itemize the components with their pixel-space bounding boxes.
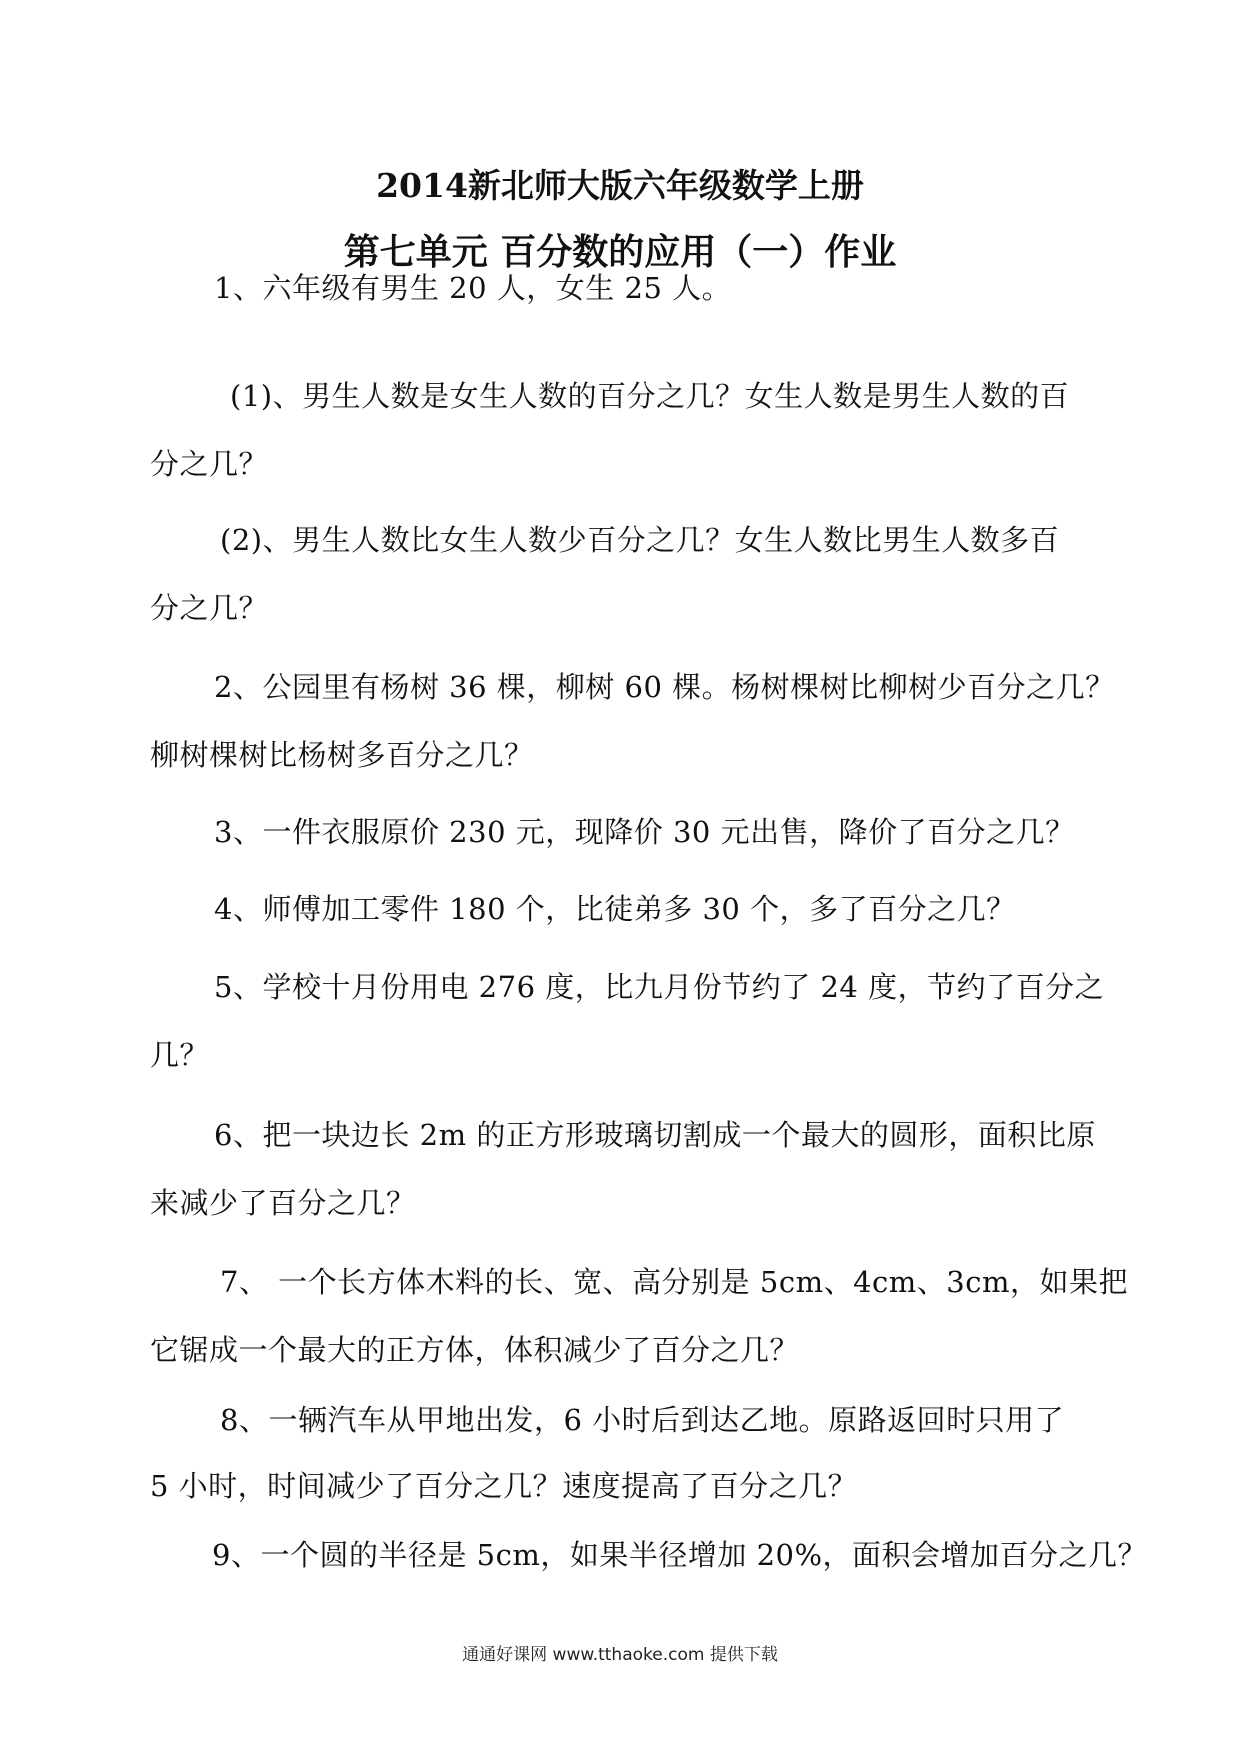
question-7-line-1: 7、 一个长方体木料的长、宽、高分别是 5cm、4cm、3cm，如果把 [220,1265,1128,1299]
question-2-line-1: 2、公园里有杨树 36 棵，柳树 60 棵。杨树棵树比柳树少百分之几？ [214,670,1115,704]
question-1: 1、六年级有男生 20 人，女生 25 人。 [214,271,732,305]
question-5-line-2: 几？ [150,1038,210,1072]
document-title: 2014新北师大版六年级数学上册 [376,166,864,205]
question-1-part-2-line-1: (2)、男生人数比女生人数少百分之几？女生人数比男生人数多百 [220,523,1060,557]
question-1-part-1-line-1: (1)、男生人数是女生人数的百分之几？女生人数是男生人数的百 [230,379,1070,413]
page-footer: 通通好课网 www.tthaoke.com 提供下载 [462,1645,778,1665]
question-9: 9、一个圆的半径是 5cm，如果半径增加 20%，面积会增加百分之几？ [212,1538,1148,1572]
document-subtitle: 第七单元 百分数的应用（一）作业 [343,231,897,273]
question-8-line-1: 8、一辆汽车从甲地出发，6 小时后到达乙地。原路返回时只用了 [220,1403,1065,1437]
question-6-line-1: 6、把一块边长 2m 的正方形玻璃切割成一个最大的圆形，面积比原 [214,1118,1096,1152]
question-5-line-1: 5、学校十月份用电 276 度，比九月份节约了 24 度，节约了百分之 [214,970,1105,1004]
question-4: 4、师傅加工零件 180 个，比徒弟多 30 个，多了百分之几？ [214,892,1016,926]
question-8-line-2: 5 小时，时间减少了百分之几？速度提高了百分之几？ [150,1469,858,1503]
question-1-part-2-line-2: 分之几？ [150,591,269,625]
question-2-line-2: 柳树棵树比杨树多百分之几？ [150,738,534,772]
question-3: 3、一件衣服原价 230 元，现降价 30 元出售，降价了百分之几？ [214,815,1075,849]
question-6-line-2: 来减少了百分之几？ [150,1186,416,1220]
question-1-part-1-line-2: 分之几？ [150,447,269,481]
question-7-line-2: 它锯成一个最大的正方体，体积减少了百分之几？ [150,1333,800,1367]
